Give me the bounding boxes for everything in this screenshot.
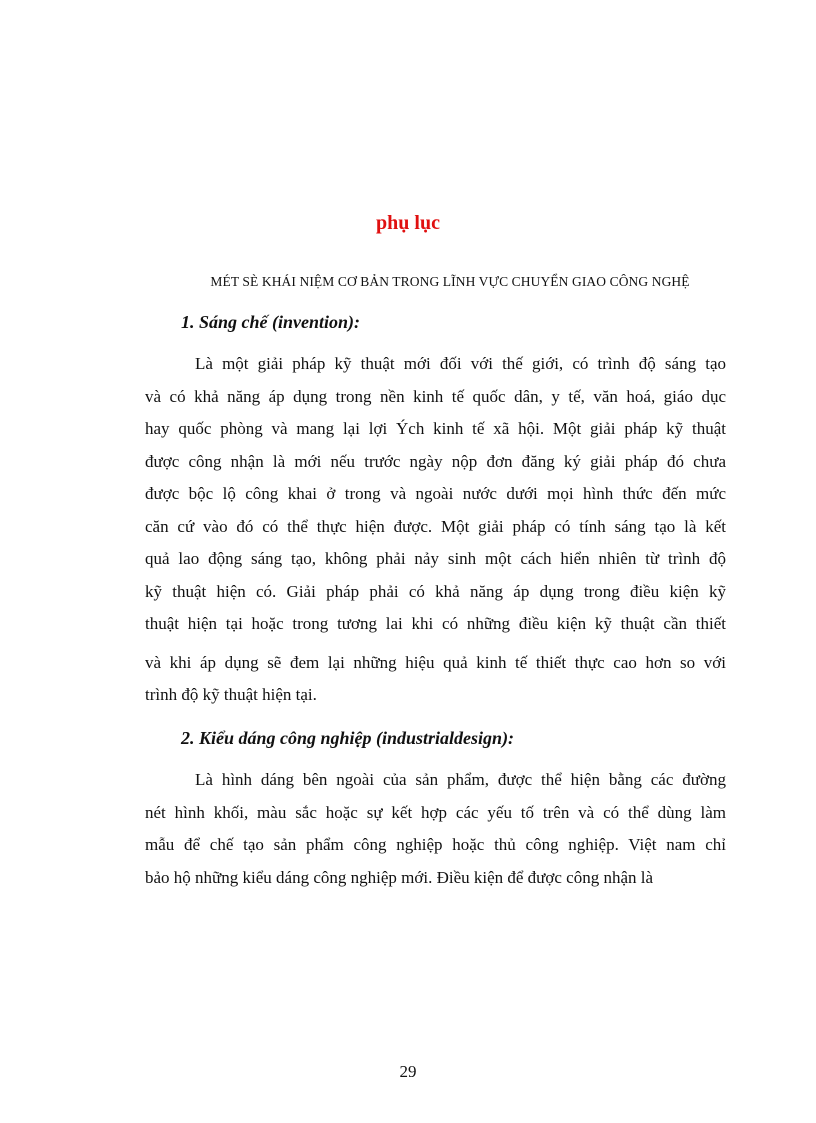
text-line: nét hình khối, màu sắc hoặc sự kết hợp các yếu tố trên và có thể dùng làm [145, 802, 726, 822]
text-line: thuật hiện tại hoặc trong tương lai khi có những điều kiện kỹ thuật cần thiết [145, 614, 726, 633]
section-subtitle: MÉT SÈ KHÁI NIỆM CƠ BẢN TRONG LĨNH VỰC CHUYỂN GIAO CÔNG NGHỆ [210, 274, 690, 289]
page-number: 29 [399, 1062, 417, 1081]
heading-invention: 1. Sáng chế (invention): [181, 312, 361, 332]
text-line: căn cứ vào đó có thể thực hiện được. Một giải pháp có tính sáng tạo là kết [145, 516, 726, 536]
paragraph-industrial-design [145, 764, 726, 894]
text-line: trình độ kỹ thuật hiện tại. [145, 685, 317, 704]
text-line: được bộc lộ công khai ở trong và ngoài nước dưới mọi hình thức đến mức [145, 484, 726, 503]
text-line: và có khả năng áp dụng trong nền kinh tế quốc dân, y tế, văn hoá, giáo dục [145, 386, 726, 406]
text-line: Là một giải pháp kỹ thuật mới đối với thế giới, có trình độ sáng tạo [195, 354, 726, 373]
page-title: phụ lục [376, 212, 440, 234]
text-line: hay quốc phòng và mang lại lợi Ých kinh tế xã hội. Một giải pháp kỹ thuật [145, 419, 726, 438]
paragraph-invention [145, 348, 726, 712]
text-line: bảo hộ những kiểu dáng công nghiệp mới. Điều kiện để được công nhận là [145, 867, 654, 887]
text-line: kỹ thuật hiện có. Giải pháp phải có khả năng áp dụng trong điều kiện kỹ [145, 581, 726, 601]
text-line: quả lao động sáng tạo, không phải nảy sinh một cách hiển nhiên từ trình độ [145, 549, 726, 568]
text-line: mẫu để chế tạo sản phẩm công nghiệp hoặc thủ công nghiệp. Việt nam chỉ [145, 835, 726, 854]
text-line: và khi áp dụng sẽ đem lại những hiệu quả kinh tế thiết thực cao hơn so với [145, 652, 726, 672]
text-line: Là hình dáng bên ngoài của sản phẩm, được thể hiện bằng các đường [195, 770, 726, 789]
text-line: được công nhận là mới nếu trước ngày nộp đơn đăng ký giải pháp đó chưa [145, 451, 726, 471]
heading-industrial-design: 2. Kiểu dáng công nghiệp (industrialdesign): [181, 728, 515, 748]
